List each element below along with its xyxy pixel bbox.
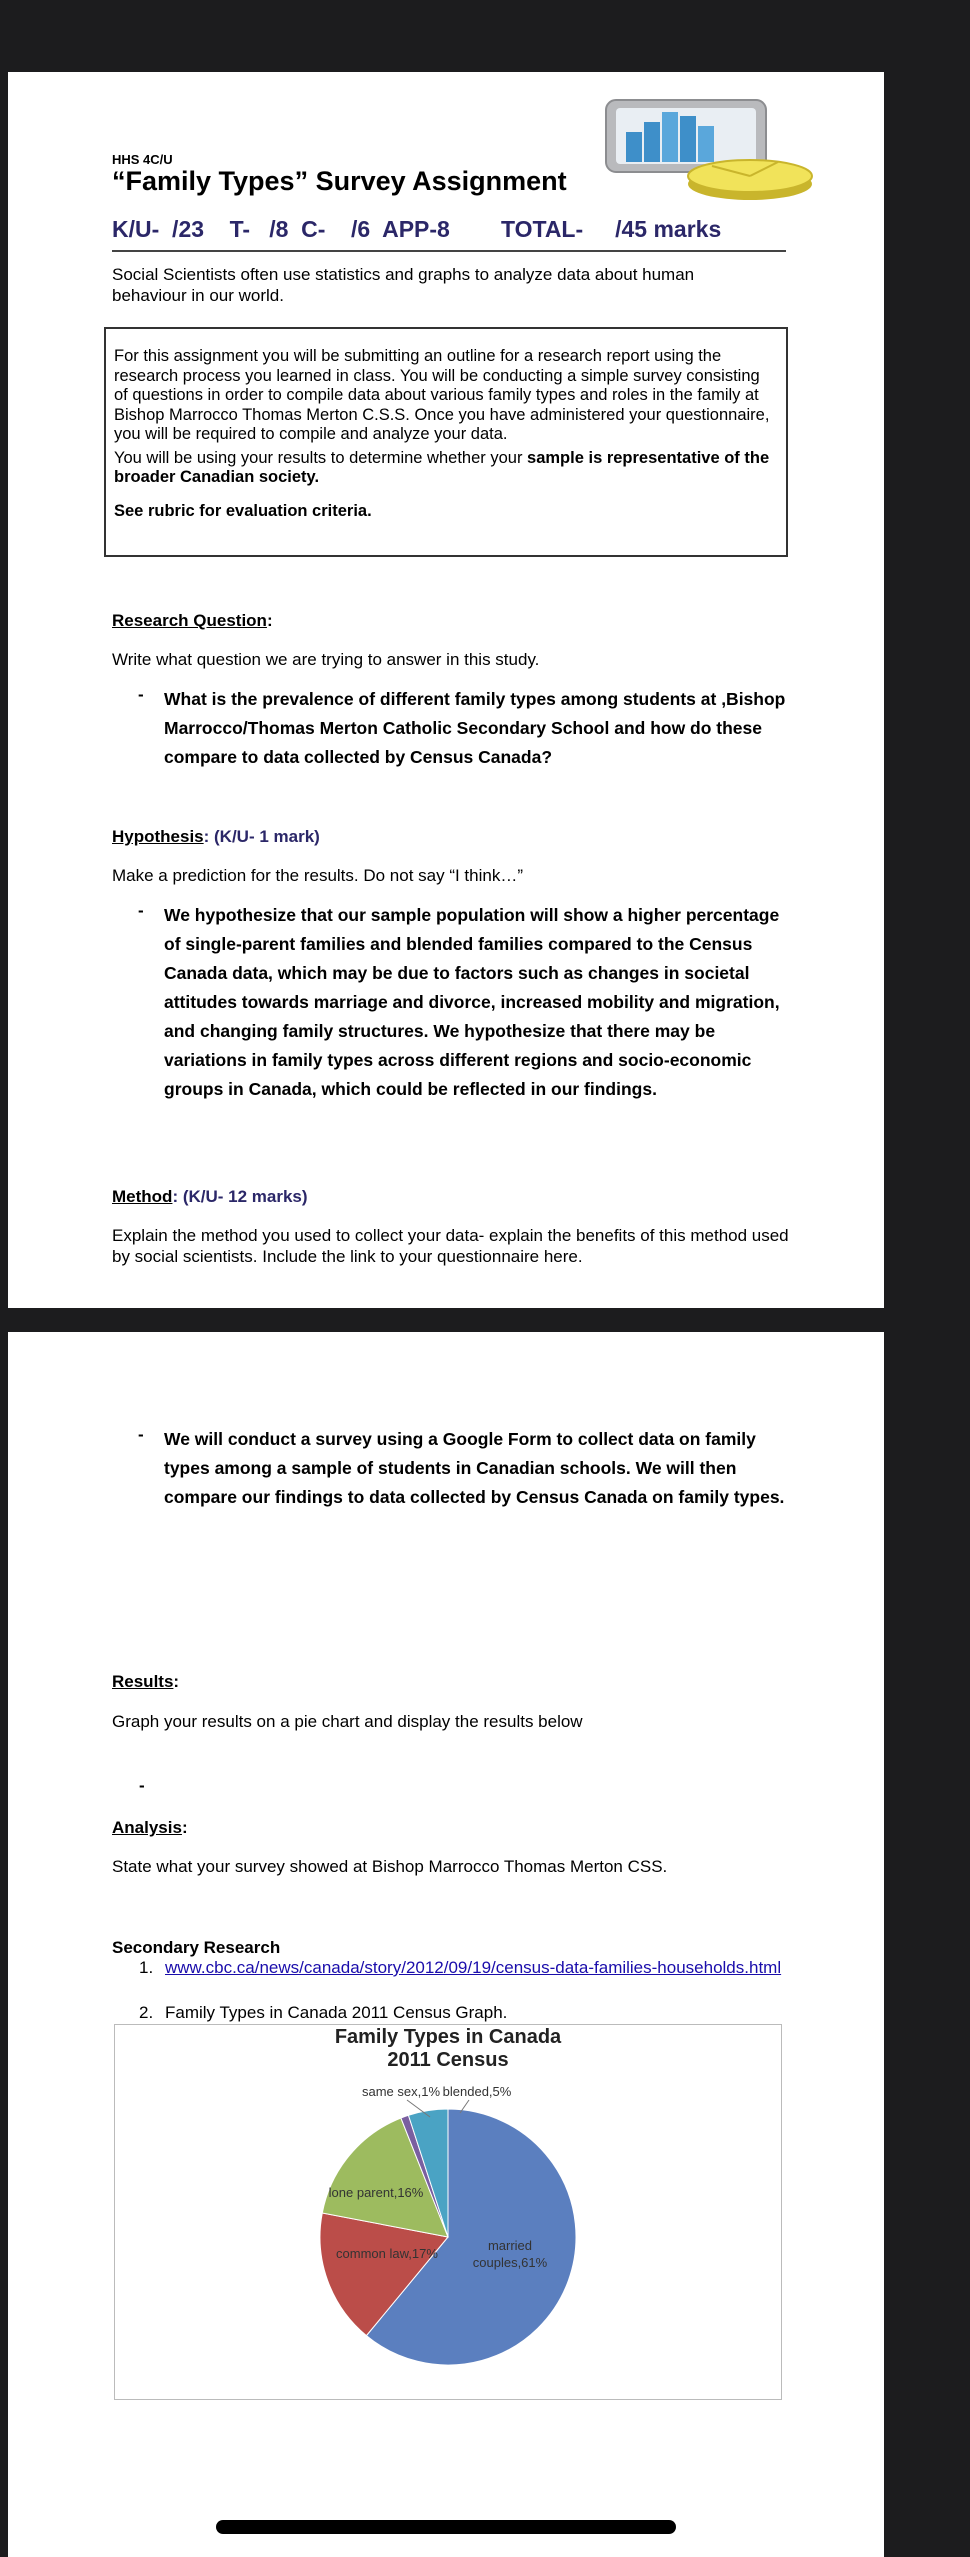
instructions-paragraph-2-text: You will be using your results to determine whether your: [114, 448, 528, 467]
rubric-note-wrapper: [114, 502, 778, 522]
cbc-census-link[interactable]: www.cbc.ca/news/canada/story/2012/09/19/census-data-families-households.html: [165, 1958, 782, 1977]
research-question-heading-text: Research Question: [112, 611, 267, 630]
bullet-dash: -: [138, 1425, 144, 1444]
research-question-prompt: Write what question we are trying to answer in this study.: [112, 650, 540, 669]
rubric-note: See rubric for evaluation criteria.: [114, 501, 372, 520]
instructions-paragraph-2-bold: sample is representative of the broader Canadian society.: [114, 448, 770, 486]
method-answer-item: [138, 1425, 788, 1512]
pie-label-same-sex: same sex,1%: [361, 2084, 441, 2099]
results-heading-text: Results: [112, 1672, 174, 1691]
pie-label-lone-parent: lone parent,16%: [328, 2185, 424, 2200]
research-question-colon: :: [266, 611, 273, 630]
method-prompt: Explain the method you used to collect your data- explain the benefits of this method used by social scientists. Include the link to your questionnaire here.: [112, 1226, 789, 1266]
family-types-chart-frame: [114, 2024, 782, 2400]
assignment-title: “Family Types” Survey Assignment: [112, 166, 567, 196]
family-types-pie-chart: [115, 2025, 781, 2399]
secondary-item-1-number: 1.: [139, 1958, 154, 1977]
chart-subtitle: 2011 Census: [387, 2049, 509, 2071]
instructions-box: [104, 327, 788, 557]
document-page-2: [8, 1332, 884, 2557]
analysis-colon: :: [181, 1818, 188, 1837]
results-bullet: -: [139, 1776, 145, 1795]
research-question-answer: What is the prevalence of different family types among students at ,Bishop Marrocco/Thomas Merton Catholic Secondary School and how do these compare to data collected by Census Canada?: [164, 689, 786, 767]
hypothesis-marks: : (K/U- 1 mark): [203, 827, 320, 846]
hypothesis-heading-text: Hypothesis: [112, 827, 204, 846]
secondary-item-2-number: 2.: [139, 2003, 154, 2022]
analysis-prompt: State what your survey showed at Bishop Marrocco Thomas Merton CSS.: [112, 1857, 668, 1876]
bullet-dash: -: [138, 685, 144, 704]
home-indicator[interactable]: [216, 2520, 676, 2534]
instructions-paragraph-1: For this assignment you will be submitting an outline for a research report using the research process you learned in class. You will be conducting a simple survey consisting of questions in order to compile data about various family types and roles in the family at Bishop Marrocco Thomas Merton C.S.S. Once you have administered your questionnaire, you will be required to compile and analyze your data.: [114, 347, 770, 443]
chart-title: Family Types in Canada: [334, 2026, 562, 2048]
bullet-dash: -: [138, 901, 144, 920]
pie-label-married-couples: married couples,61%: [472, 2238, 548, 2270]
results-prompt: Graph your results on a pie chart and display the results below: [112, 1712, 583, 1731]
method-answer: We will conduct a survey using a Google Form to collect data on family types among a sample of students in Canadian schools. We will then compare our findings to data collected by Census Canada on family types.: [164, 1429, 785, 1507]
intro-paragraph: Social Scientists often use statistics and graphs to analyze data about human behaviour in our world.: [112, 265, 695, 305]
chart-clipart-icon: [600, 96, 816, 208]
hypothesis-answer-item: [138, 901, 788, 1104]
marks-breakdown: K/U- /23 T- /8 C- /6 APP-8 TOTAL- /45 marks: [112, 216, 722, 242]
analysis-heading-text: Analysis: [112, 1818, 182, 1837]
hypothesis-heading: [112, 827, 320, 847]
header-divider: [112, 250, 786, 252]
method-marks: : (K/U- 12 marks): [172, 1187, 308, 1206]
course-code: HHS 4C/U: [112, 152, 173, 167]
results-colon: :: [173, 1672, 180, 1691]
secondary-item-2-text: Family Types in Canada 2011 Census Graph.: [165, 2003, 508, 2022]
secondary-research-heading: Secondary Research: [112, 1938, 281, 1957]
hypothesis-answer: We hypothesize that our sample population will show a higher percentage of single-parent families and blended families compared to the Census Canada data, which may be due to factors such as changes in societal attitudes towards marriage and divorce, increased mobility and migration, and changing family structures. We hypothesize that there may be variations in family types across different regions and socio-economic groups in Canada, which could be reflected in our findings.: [164, 905, 780, 1099]
research-question-answer-item: [138, 685, 788, 772]
pie-label-blended: blended,5%: [442, 2084, 512, 2099]
document-page-1: [8, 72, 884, 1308]
analysis-heading: [112, 1818, 188, 1838]
method-heading: [112, 1187, 308, 1207]
method-heading-text: Method: [112, 1187, 173, 1206]
hypothesis-prompt: Make a prediction for the results. Do not say “I think…”: [112, 866, 524, 885]
research-question-heading: [112, 611, 273, 631]
pie-label-common-law: common law,17%: [336, 2246, 438, 2261]
results-heading: [112, 1672, 179, 1692]
instructions-paragraph-2: [114, 449, 778, 488]
